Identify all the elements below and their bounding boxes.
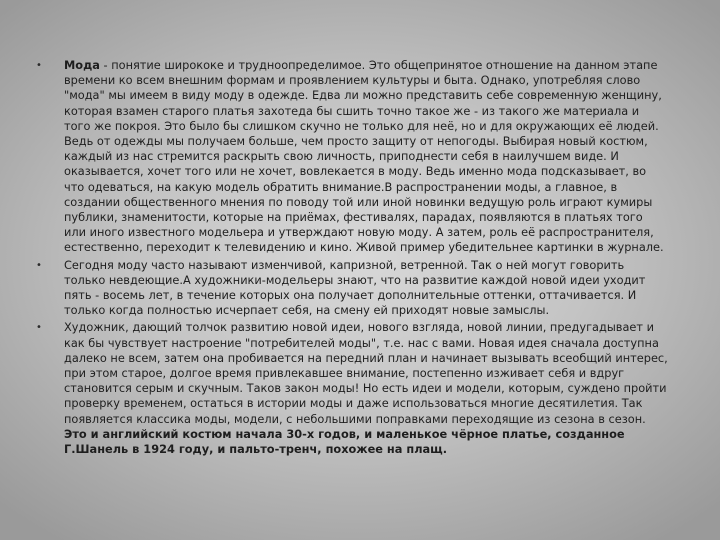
bullet-list [36,58,668,459]
bullet-icon: • [36,60,42,71]
bullet-text: Художник, дающий толчок развитию новой идеи, нового взгляда, новой линии, предугадывает и как бы чувствует настроение "потребителей моды", т.е. нас с вами. Новая идея сначала доступна далеко не всем, затем она пробивается на передний план и начинает вызывать всеобщий интерес, при этом старое, долгое время привлекавшее внимание, постепенно изживает себя и вдруг становится серым и скучным. Таков закон моды! Но есть идеи и модели, которым, суждено пройти проверку временем, остаться в истории моды и даже использоваться многие десятилетия. Так появляется классика моды, модели, с небольшими поправками переходящие из сезона в сезон. [64,320,668,426]
bullet-item-fashion-classics [36,320,668,457]
bullet-item-fashion-changeable [36,258,668,319]
bullet-item-fashion-definition [36,58,668,256]
bullet-bold-tail: Это и английский костюм начала 30-х годов, и маленькое чёрное платье, созданное Г.Шанель в 1924 году, и пальто-тренч, похожее на плащ. [64,426,625,457]
bullet-text: - понятие ширококе и трудноопределимое. Это общепринятое отношение на данном этапе времени ко всем внешним формам и проявлением культуры и быта. Однако, употребляя слово "мода" мы имеем в виду моду в одежде. Едва ли можно представить себе современную женщину, которая взамен старого платья захотеда бы сшить точно такое же - из такого же материала и того же покроя. Это было бы слишком скучно не только для неё, но и для окружающих её людей. Ведь от одежды мы получаем больше, чем просто защиту от непогоды. Выбирая новый костюм, каждый из нас стремится раскрыть свою личность, приподнести себя в наилучшем виде. И оказывается, хочет того или не хочет, вовлекается в моду. Ведь именно мода подсказывает, во что одеваться, на какую модель обратить внимание.В распространении моды, а главное, в создании общественного мнения по поводу той или иной новинки ведущую роль играют кумиры публики, знаменитости, которые на приёмах, фестивалях, парадах, появляются в платьях того или иного известного модельера и утверждают новую моду. А затем, роль её распространителя, естественно, переходит к телевидению и кино. Живой пример убедительнее картинки в журнале. [64,58,664,255]
term-lead: Мода [64,58,100,72]
bullet-icon: • [36,259,42,271]
bullet-icon: • [36,322,42,334]
bullet-text: Сегодня моду часто называют изменчивой, капризной, ветренной. Так о ней могут говорить только невдеющие.А художники-модельеры знают, что на развитие каждой новой идеи уходит пять - восемь лет, в течение которых она получает дополнительные оттенки, оттачивается. И только когда полностью исчерпает себя, на смену ей приходят новые замыслы. [64,257,646,318]
